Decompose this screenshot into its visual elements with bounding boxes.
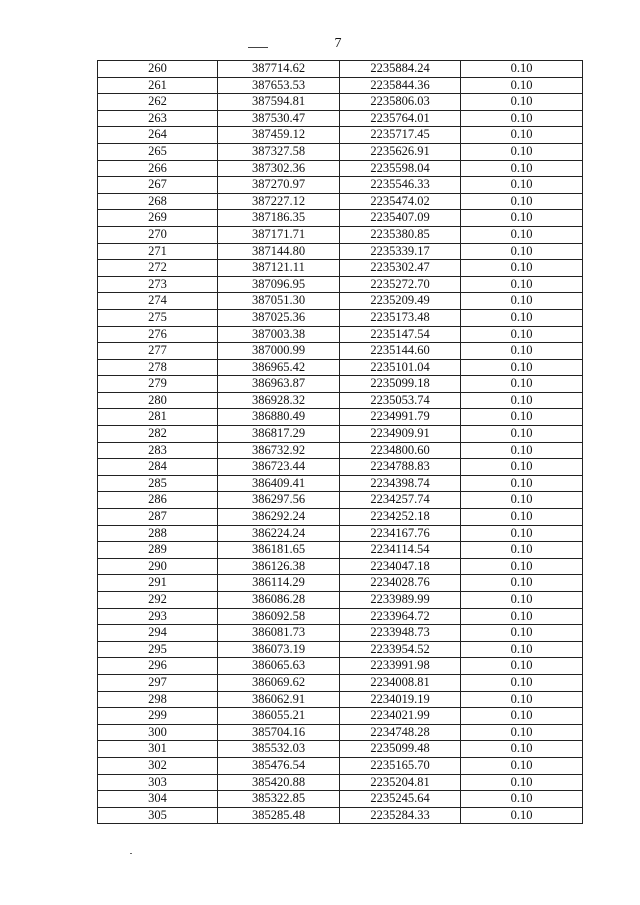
table-row [98,592,583,609]
y-coordinate-cell: 2234398.74 [340,475,461,492]
y-coordinate-cell: 2234252.18 [340,509,461,526]
x-coordinate-cell: 386114.29 [218,575,340,592]
x-coordinate-cell: 386723.44 [218,459,340,476]
x-coordinate-cell: 387171.71 [218,226,340,243]
precision-cell: 0.10 [461,293,583,310]
precision-cell: 0.10 [461,243,583,260]
y-coordinate-cell: 2234008.81 [340,674,461,691]
x-coordinate-cell: 386963.87 [218,376,340,393]
x-coordinate-cell: 386880.49 [218,409,340,426]
precision-cell: 0.10 [461,276,583,293]
point-number-cell: 289 [98,542,218,559]
point-number-cell: 290 [98,558,218,575]
x-coordinate-cell: 386928.32 [218,392,340,409]
x-coordinate-cell: 387653.53 [218,77,340,94]
point-number-cell: 283 [98,442,218,459]
point-number-cell: 286 [98,492,218,509]
y-coordinate-cell: 2235717.45 [340,127,461,144]
x-coordinate-cell: 386069.62 [218,674,340,691]
point-number-cell: 284 [98,459,218,476]
x-coordinate-cell: 387121.11 [218,260,340,277]
x-coordinate-cell: 387000.99 [218,343,340,360]
x-coordinate-cell: 387186.35 [218,210,340,227]
x-coordinate-cell: 387530.47 [218,110,340,127]
point-number-cell: 268 [98,193,218,210]
table-row [98,691,583,708]
x-coordinate-cell: 386055.21 [218,708,340,725]
y-coordinate-cell: 2234800.60 [340,442,461,459]
x-coordinate-cell: 385285.48 [218,807,340,824]
table-row [98,741,583,758]
point-number-cell: 287 [98,509,218,526]
table-row [98,658,583,675]
x-coordinate-cell: 387594.81 [218,94,340,111]
point-number-cell: 293 [98,608,218,625]
precision-cell: 0.10 [461,61,583,78]
point-number-cell: 299 [98,708,218,725]
point-number-cell: 274 [98,293,218,310]
y-coordinate-cell: 2235099.18 [340,376,461,393]
table-row [98,127,583,144]
y-coordinate-cell: 2235302.47 [340,260,461,277]
header-dash [248,47,268,48]
point-number-cell: 271 [98,243,218,260]
x-coordinate-cell: 387714.62 [218,61,340,78]
point-number-cell: 300 [98,724,218,741]
y-coordinate-cell: 2235147.54 [340,326,461,343]
y-coordinate-cell: 2234991.79 [340,409,461,426]
y-coordinate-cell: 2235339.17 [340,243,461,260]
precision-cell: 0.10 [461,326,583,343]
x-coordinate-cell: 385420.88 [218,774,340,791]
table-row [98,309,583,326]
x-coordinate-cell: 386081.73 [218,625,340,642]
table-row [98,525,583,542]
table-row [98,177,583,194]
table-row [98,492,583,509]
table-row [98,757,583,774]
y-coordinate-cell: 2234257.74 [340,492,461,509]
x-coordinate-cell: 387459.12 [218,127,340,144]
precision-cell: 0.10 [461,94,583,111]
x-coordinate-cell: 387302.36 [218,160,340,177]
table-row [98,193,583,210]
precision-cell: 0.10 [461,392,583,409]
point-number-cell: 277 [98,343,218,360]
precision-cell: 0.10 [461,575,583,592]
precision-cell: 0.10 [461,608,583,625]
point-number-cell: 276 [98,326,218,343]
table-row [98,226,583,243]
y-coordinate-cell: 2235380.85 [340,226,461,243]
table-row [98,708,583,725]
table-row [98,442,583,459]
precision-cell: 0.10 [461,226,583,243]
table-row [98,243,583,260]
table-row [98,343,583,360]
y-coordinate-cell: 2234019.19 [340,691,461,708]
x-coordinate-cell: 385476.54 [218,757,340,774]
precision-cell: 0.10 [461,708,583,725]
y-coordinate-cell: 2235144.60 [340,343,461,360]
point-number-cell: 280 [98,392,218,409]
x-coordinate-cell: 387003.38 [218,326,340,343]
table-row [98,110,583,127]
x-coordinate-cell: 386409.41 [218,475,340,492]
x-coordinate-cell: 386092.58 [218,608,340,625]
precision-cell: 0.10 [461,359,583,376]
y-coordinate-cell: 2234021.99 [340,708,461,725]
x-coordinate-cell: 386126.38 [218,558,340,575]
precision-cell: 0.10 [461,210,583,227]
point-number-cell: 297 [98,674,218,691]
precision-cell: 0.10 [461,525,583,542]
point-number-cell: 288 [98,525,218,542]
x-coordinate-cell: 386297.56 [218,492,340,509]
y-coordinate-cell: 2235764.01 [340,110,461,127]
precision-cell: 0.10 [461,492,583,509]
point-number-cell: 264 [98,127,218,144]
table-row [98,807,583,824]
x-coordinate-cell: 387327.58 [218,143,340,160]
y-coordinate-cell: 2234748.28 [340,724,461,741]
y-coordinate-cell: 2234909.91 [340,426,461,443]
precision-cell: 0.10 [461,343,583,360]
table-row [98,293,583,310]
point-number-cell: 279 [98,376,218,393]
precision-cell: 0.10 [461,459,583,476]
table-row [98,509,583,526]
table-row [98,326,583,343]
x-coordinate-cell: 386181.65 [218,542,340,559]
y-coordinate-cell: 2235598.04 [340,160,461,177]
point-number-cell: 260 [98,61,218,78]
precision-cell: 0.10 [461,409,583,426]
point-number-cell: 273 [98,276,218,293]
y-coordinate-cell: 2233964.72 [340,608,461,625]
point-number-cell: 262 [98,94,218,111]
point-number-cell: 303 [98,774,218,791]
table-row [98,376,583,393]
table-row [98,276,583,293]
precision-cell: 0.10 [461,741,583,758]
point-number-cell: 275 [98,309,218,326]
table-row [98,575,583,592]
precision-cell: 0.10 [461,674,583,691]
y-coordinate-cell: 2233954.52 [340,641,461,658]
precision-cell: 0.10 [461,376,583,393]
point-number-cell: 266 [98,160,218,177]
point-number-cell: 295 [98,641,218,658]
point-number-cell: 265 [98,143,218,160]
coordinates-table-body [98,61,583,824]
point-number-cell: 282 [98,426,218,443]
table-row [98,160,583,177]
table-row [98,143,583,160]
precision-cell: 0.10 [461,260,583,277]
x-coordinate-cell: 386965.42 [218,359,340,376]
table-row [98,542,583,559]
point-number-cell: 263 [98,110,218,127]
precision-cell: 0.10 [461,426,583,443]
y-coordinate-cell: 2235284.33 [340,807,461,824]
precision-cell: 0.10 [461,193,583,210]
x-coordinate-cell: 386292.24 [218,509,340,526]
y-coordinate-cell: 2234167.76 [340,525,461,542]
precision-cell: 0.10 [461,77,583,94]
table-row [98,94,583,111]
y-coordinate-cell: 2233991.98 [340,658,461,675]
y-coordinate-cell: 2235173.48 [340,309,461,326]
point-number-cell: 269 [98,210,218,227]
y-coordinate-cell: 2235101.04 [340,359,461,376]
coordinates-table [97,60,583,824]
precision-cell: 0.10 [461,127,583,144]
x-coordinate-cell: 385322.85 [218,791,340,808]
y-coordinate-cell: 2233989.99 [340,592,461,609]
x-coordinate-cell: 387227.12 [218,193,340,210]
x-coordinate-cell: 386086.28 [218,592,340,609]
precision-cell: 0.10 [461,691,583,708]
point-number-cell: 294 [98,625,218,642]
point-number-cell: 267 [98,177,218,194]
page-number-text: 7 [334,36,342,51]
point-number-cell: 272 [98,260,218,277]
scan-speck [130,853,132,854]
table-row [98,426,583,443]
y-coordinate-cell: 2234788.83 [340,459,461,476]
table-row [98,77,583,94]
x-coordinate-cell: 386732.92 [218,442,340,459]
x-coordinate-cell: 387096.95 [218,276,340,293]
x-coordinate-cell: 386224.24 [218,525,340,542]
precision-cell: 0.10 [461,625,583,642]
y-coordinate-cell: 2235165.70 [340,757,461,774]
precision-cell: 0.10 [461,592,583,609]
point-number-cell: 301 [98,741,218,758]
x-coordinate-cell: 387270.97 [218,177,340,194]
point-number-cell: 304 [98,791,218,808]
table-row [98,674,583,691]
table-row [98,641,583,658]
x-coordinate-cell: 385532.03 [218,741,340,758]
table-row [98,459,583,476]
x-coordinate-cell: 385704.16 [218,724,340,741]
point-number-cell: 305 [98,807,218,824]
precision-cell: 0.10 [461,641,583,658]
table-row [98,475,583,492]
y-coordinate-cell: 2235204.81 [340,774,461,791]
precision-cell: 0.10 [461,791,583,808]
y-coordinate-cell: 2235546.33 [340,177,461,194]
precision-cell: 0.10 [461,807,583,824]
x-coordinate-cell: 387144.80 [218,243,340,260]
y-coordinate-cell: 2235209.49 [340,293,461,310]
x-coordinate-cell: 386817.29 [218,426,340,443]
table-row [98,392,583,409]
point-number-cell: 281 [98,409,218,426]
precision-cell: 0.10 [461,658,583,675]
precision-cell: 0.10 [461,558,583,575]
table-row [98,260,583,277]
table-row [98,791,583,808]
y-coordinate-cell: 2235844.36 [340,77,461,94]
point-number-cell: 292 [98,592,218,609]
precision-cell: 0.10 [461,724,583,741]
y-coordinate-cell: 2234028.76 [340,575,461,592]
point-number-cell: 302 [98,757,218,774]
precision-cell: 0.10 [461,509,583,526]
point-number-cell: 285 [98,475,218,492]
y-coordinate-cell: 2235407.09 [340,210,461,227]
precision-cell: 0.10 [461,757,583,774]
precision-cell: 0.10 [461,475,583,492]
y-coordinate-cell: 2235099.48 [340,741,461,758]
table-row [98,210,583,227]
x-coordinate-cell: 387051.30 [218,293,340,310]
precision-cell: 0.10 [461,160,583,177]
point-number-cell: 270 [98,226,218,243]
table-row [98,558,583,575]
y-coordinate-cell: 2235245.64 [340,791,461,808]
y-coordinate-cell: 2235474.02 [340,193,461,210]
point-number-cell: 261 [98,77,218,94]
y-coordinate-cell: 2235053.74 [340,392,461,409]
x-coordinate-cell: 386065.63 [218,658,340,675]
table-row [98,724,583,741]
y-coordinate-cell: 2233948.73 [340,625,461,642]
table-row [98,409,583,426]
page-number [0,36,640,52]
precision-cell: 0.10 [461,774,583,791]
x-coordinate-cell: 386062.91 [218,691,340,708]
precision-cell: 0.10 [461,177,583,194]
y-coordinate-cell: 2235626.91 [340,143,461,160]
precision-cell: 0.10 [461,110,583,127]
table-row [98,359,583,376]
point-number-cell: 296 [98,658,218,675]
y-coordinate-cell: 2235806.03 [340,94,461,111]
precision-cell: 0.10 [461,143,583,160]
table-row [98,608,583,625]
precision-cell: 0.10 [461,542,583,559]
table-row [98,774,583,791]
point-number-cell: 298 [98,691,218,708]
table-row [98,625,583,642]
precision-cell: 0.10 [461,442,583,459]
y-coordinate-cell: 2235884.24 [340,61,461,78]
x-coordinate-cell: 386073.19 [218,641,340,658]
table-row [98,61,583,78]
y-coordinate-cell: 2235272.70 [340,276,461,293]
precision-cell: 0.10 [461,309,583,326]
x-coordinate-cell: 387025.36 [218,309,340,326]
y-coordinate-cell: 2234114.54 [340,542,461,559]
y-coordinate-cell: 2234047.18 [340,558,461,575]
point-number-cell: 291 [98,575,218,592]
point-number-cell: 278 [98,359,218,376]
